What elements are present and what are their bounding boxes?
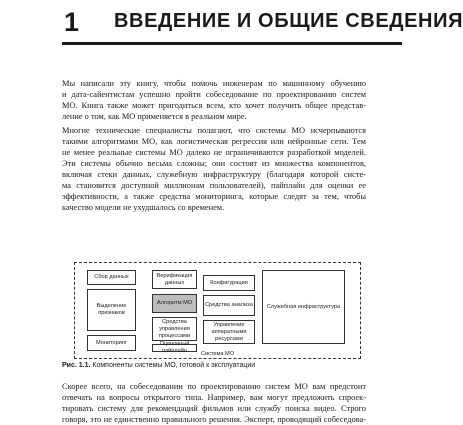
box-hardware-management: Управление аппаратными ресурсами (203, 320, 255, 344)
paragraph-interview (62, 381, 366, 425)
text-line: не менее реальные системы МО далеко не ограничиваются разработкой моделей. (62, 148, 366, 157)
text-line: ма становится доступной миллионам пользователей), пайплайн для оценки ее (62, 181, 366, 190)
figure-caption (62, 362, 366, 369)
text-line: такими алгоритмами МО, как логистическая регрессия или нейронные сети. Тем (62, 137, 366, 146)
text-line: включая стеки данных, служебную инфраструктуру (благодаря которой систе- (62, 170, 366, 179)
text-line: Многие технические специалисты полагают, что системы МО исчерпываются (62, 126, 366, 135)
text-line: качество модели не ухудшалось со временем. (62, 203, 225, 212)
box-evaluation-pipeline: Оценочный пайплайн (152, 344, 197, 352)
text-line: тировать систему для рекомендаций фильмов или службу поиска видео. Строго (62, 404, 366, 413)
box-serving-infra: Служебная инфраструктура (262, 270, 345, 344)
box-feature-extraction: Выделение признаков (87, 289, 136, 331)
caption-label: Рис. 1.1. (62, 362, 91, 369)
chapter-title: ВВЕДЕНИЕ И ОБЩИЕ СВЕДЕНИЯ (114, 10, 463, 32)
box-ml-algorithm: Алгоритм МО (152, 294, 197, 313)
box-configuration: Конфигурация (203, 275, 255, 291)
box-data-verification: Верификация данных (152, 270, 197, 289)
box-data-collection: Сбор данных (87, 270, 136, 285)
text-line: Эти системы обычно весьма сложны; они состоят из множества компонентов, (62, 159, 366, 168)
chapter-number: 1 (64, 7, 80, 37)
chapter-header (62, 4, 463, 44)
text-line: эффективности, а также средства мониторинга, которые следят за тем, чтобы (62, 192, 366, 201)
text-line: и дата-сайентистам успешно пройти собеседование по проектированию систем (62, 90, 366, 99)
ml-system-diagram (74, 262, 361, 359)
text-line: отвечать на вопросы открытого типа. Например, вам могут предложить спроек- (62, 393, 366, 402)
paragraph-intro (62, 78, 366, 122)
caption-text: Компоненты системы МО, готовой к эксплуатации (92, 362, 256, 369)
text-line: ление о том, как МО применяется в реальном мире. (62, 112, 247, 121)
box-process-management: Средства управления процессами (152, 317, 197, 341)
paragraph-ml-systems (62, 125, 366, 213)
text-line: Скорее всего, на собеседовании по проектированию систем МО вам предстоит (62, 382, 366, 391)
box-analysis-tools: Средства анализа (203, 295, 255, 316)
text-line: МО. Книга также может пригодиться всем, кто хочет получить общее представ- (62, 101, 366, 110)
chapter-rule (62, 42, 402, 45)
text-line: говоря, это не единственно правильного решения. Эксперт, проводящий собеседова- (62, 415, 366, 424)
box-monitoring: Мониторинг (87, 335, 136, 351)
text-line: Мы написали эту книгу, чтобы помочь инженерам по машинному обучению (62, 79, 366, 88)
system-label: Система МО (200, 351, 235, 357)
